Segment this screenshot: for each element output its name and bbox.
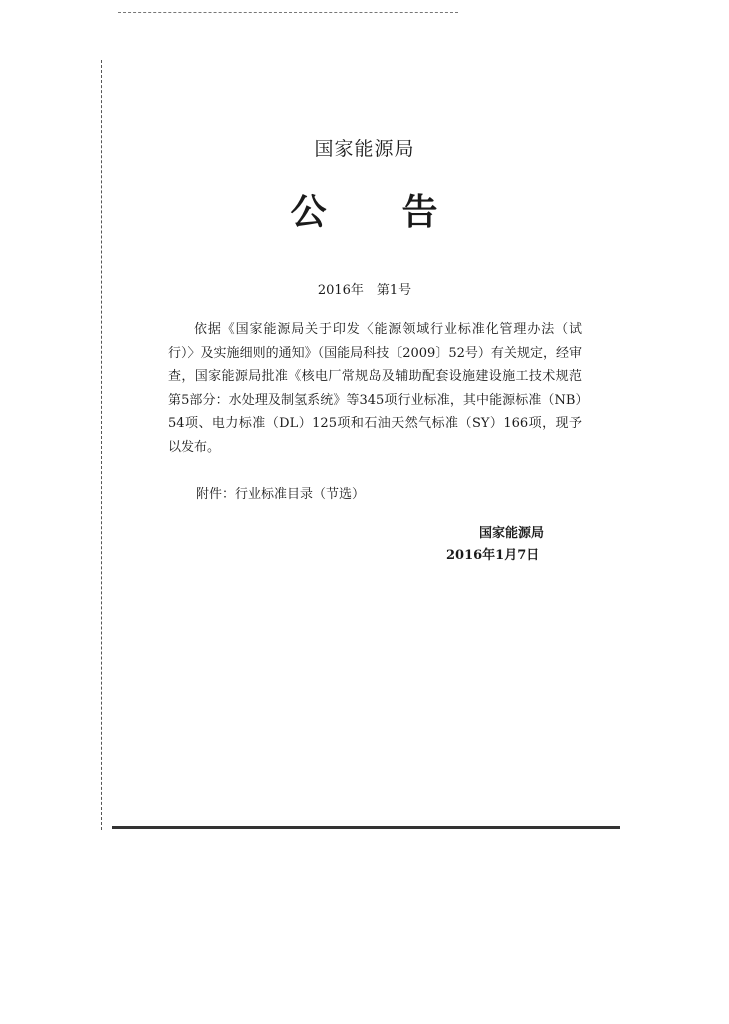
title-char-2: 告 [401, 191, 439, 233]
announcement-body: 依据《国家能源局关于印发〈能源领域行业标准化管理办法（试行）〉及实施细则的通知》（国能局科技〔2009〕52号）有关规定，经审查，国家能源局批准《核电厂常规岛及辅助配套设施建设施工技术规范 第5部分：水处理及制氢系统》等345项行业标准，其中能源标准（NB）54项、电力标准（DL）125项和石油天然气标准（SY）166项，现予以发布。 [168, 322, 596, 455]
document-title [0, 184, 729, 235]
attachment-note: 附件：行业标准目录（节选） [196, 487, 366, 502]
scan-top-edge [118, 12, 458, 13]
scan-left-edge [101, 60, 102, 830]
signature-date: 2016年1月7日 [446, 548, 540, 563]
signature-organization: 国家能源局 [479, 526, 545, 541]
title-char-1: 公 [290, 191, 328, 233]
scan-bottom-edge [112, 826, 620, 829]
issuer-heading: 国家能源局 [314, 138, 415, 160]
announcement-number: 2016年 第1号 [317, 283, 412, 298]
